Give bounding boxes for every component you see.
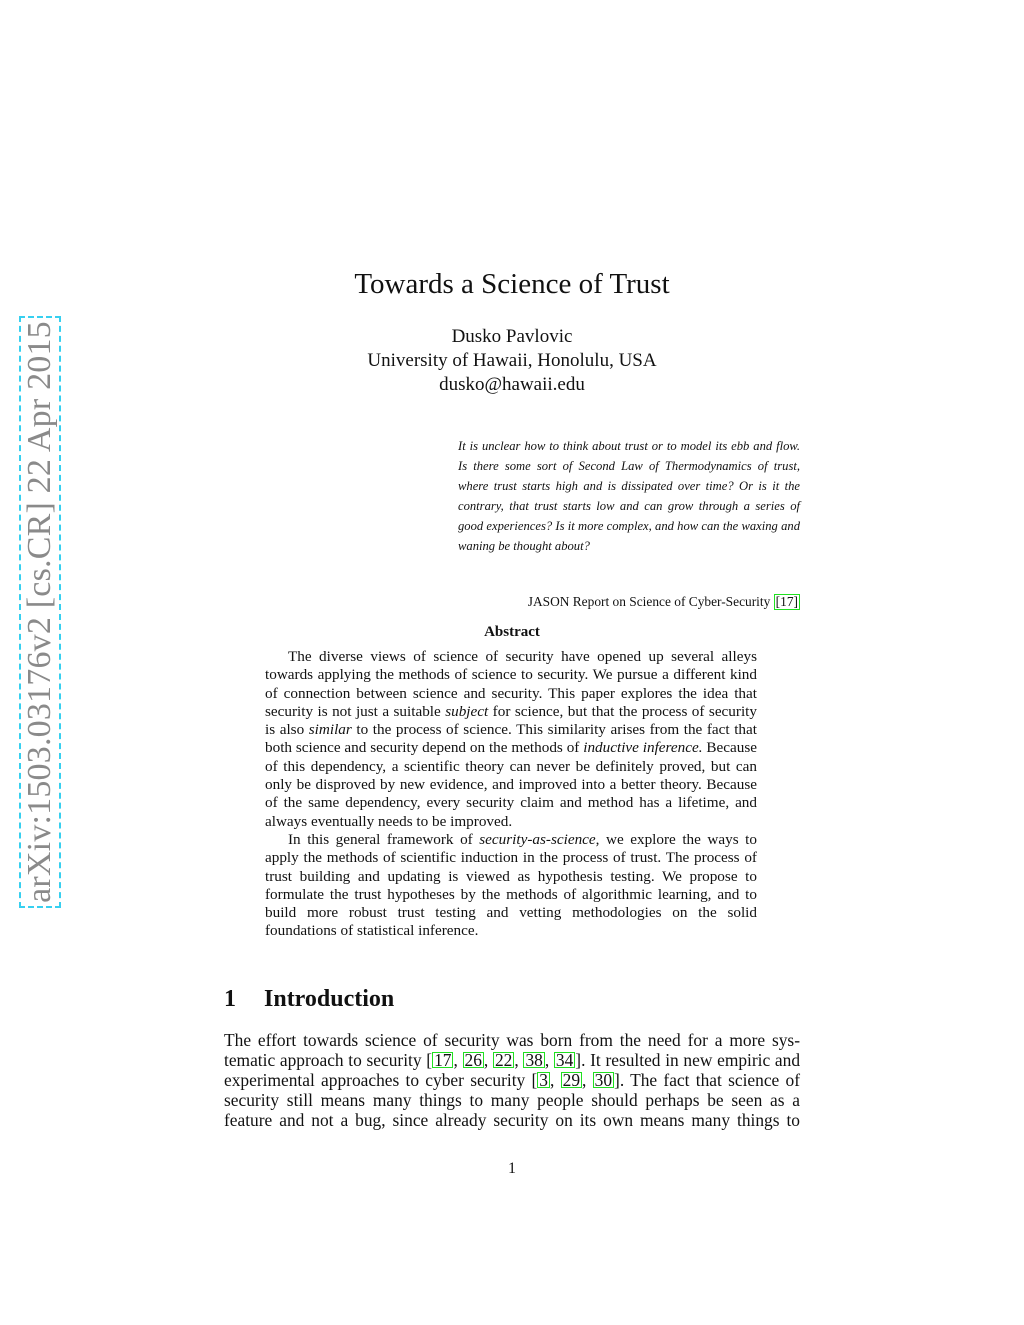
- citation-link[interactable]: 17: [434, 1050, 452, 1070]
- abstract-emphasis: inductive inference.: [583, 739, 703, 757]
- abstract-text: The diverse views of science of security have opened up several alleys towards applying the methods of science to security. We pursue a different kind of connection between science and security. This paper explores the idea that security is not just a suitable: [265, 648, 757, 720]
- page-number: 1: [508, 1160, 516, 1177]
- citation-link[interactable]: 30: [594, 1070, 613, 1090]
- epigraph-quote: It is unclear how to think about trust or to model its ebb and flow. Is there some sort of Second Law of Thermodynamics of trust, where trust starts high and is dissipated over time? Or is it the contrary, that trust starts low and can grow through a series of good experiences? Is it more complex, and how can the waxing and waning be thought about?: [458, 439, 800, 553]
- epigraph-source-text: JASON Report on Science of Cyber-Security: [527, 594, 771, 609]
- author-email[interactable]: dusko@hawaii.edu: [439, 374, 585, 395]
- citation-link[interactable]: 26: [464, 1050, 482, 1070]
- intro-text: ]. The fact that science of: [614, 1070, 801, 1090]
- epigraph-source: [458, 594, 800, 610]
- abstract-text: to the process of science. This similarity arises from the fact that both science and security depend on the methods of: [265, 721, 757, 757]
- author-name: Dusko Pavlovic: [451, 326, 573, 347]
- abstract-paragraph-1: [265, 648, 757, 831]
- abstract-text: In this general framework of: [288, 830, 480, 848]
- intro-text: ]. It resulted in new empiric and: [575, 1050, 801, 1070]
- citation-link[interactable]: 3: [539, 1070, 548, 1090]
- abstract-text: , we explore the ways to apply the methods of scientific induction in the process of trust. The process of trust building and updating is viewed as hypothesis testing. We propose to formulate the trust hypotheses by the methods of algorithmic learning, and to build more robust trust testing and vetting methodologies on the solid foundations of statistical inference.: [265, 830, 757, 940]
- abstract-emphasis: similar: [308, 721, 352, 739]
- abstract-text: for science, but that the process of security is also: [265, 702, 757, 739]
- citation-link[interactable]: 22: [494, 1050, 513, 1070]
- section-heading: [224, 986, 394, 1013]
- epigraph-citation-link[interactable]: [17]: [775, 594, 798, 609]
- citation-group-b: 3 , 29 , 30: [539, 1070, 613, 1090]
- intro-line: [224, 1050, 800, 1070]
- abstract-emphasis: subject: [445, 702, 489, 720]
- abstract-heading: Abstract: [484, 624, 540, 640]
- citation-group-a: 17 , 26 , 22 , 38 , 34: [434, 1050, 574, 1070]
- intro-line: [224, 1070, 800, 1090]
- arxiv-identifier[interactable]: arXiv:1503.03176v2 [cs.CR] 22 Apr 2015: [21, 321, 58, 903]
- section-title: Introduction: [264, 986, 395, 1012]
- abstract-text: Because of this dependency, a scientific theory can never be definitely proved, but can only be disproved by new evidence, and improved into a better theory. Because of the same dependency, every security claim and method has a lifetime, and always eventually needs to be improved.: [265, 739, 757, 830]
- intro-paragraph: [224, 1030, 800, 1130]
- intro-line: security still means many things to many people should perhaps be seen as a: [224, 1090, 800, 1110]
- citation-link[interactable]: 38: [525, 1050, 543, 1070]
- citation-link[interactable]: 29: [562, 1070, 581, 1090]
- abstract-paragraph-2: [265, 831, 757, 941]
- intro-line: feature and not a bug, since already security on its own means many things to: [224, 1110, 800, 1130]
- intro-text: tematic approach to security [: [224, 1050, 433, 1070]
- intro-line: The effort towards science of security was born from the need for a more sys-: [224, 1030, 800, 1050]
- citation-number: 17: [780, 594, 794, 609]
- section-number: 1: [224, 986, 236, 1012]
- citation-link[interactable]: 34: [555, 1050, 574, 1070]
- intro-text: experimental approaches to cyber security [: [224, 1070, 538, 1090]
- abstract-emphasis: security-as-science: [479, 830, 596, 848]
- author-affiliation: University of Hawaii, Honolulu, USA: [367, 350, 657, 371]
- abstract-body: [265, 648, 757, 941]
- paper-title: Towards a Science of Trust: [354, 268, 670, 300]
